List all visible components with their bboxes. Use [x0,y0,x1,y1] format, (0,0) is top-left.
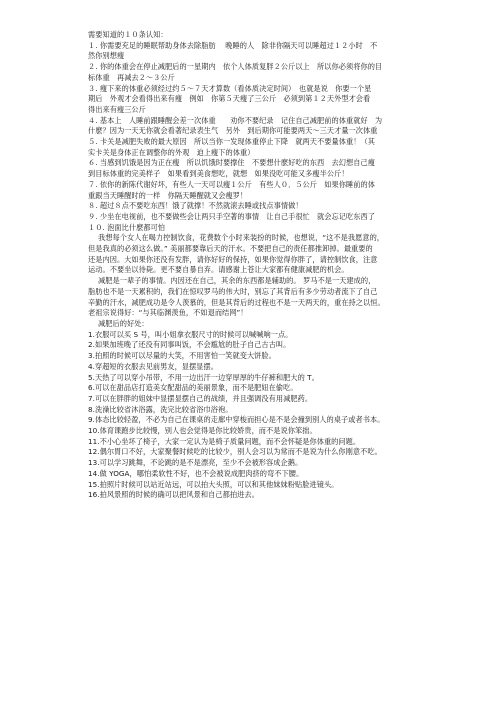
text-line: 到目标体重的完美样子 如果看到美食想吃，就想 如果没吃可能又多瘦半公斤！ [88,169,349,179]
text-line: 13.可以学习跳舞，不论跳的是不是漂亮，至少不会被形容成企鹅。 [88,458,303,468]
text-line: 然你别想瘦 [88,51,125,61]
text-line: ３. 瘦下来的体重必须经过约５～７天才算数（看体质决定时间） 也就是说 你要一个星 [88,83,372,93]
text-line: ７. 依你的新陈代谢好坏，有些人一天可以瘦１公斤 有些人０．５公斤 如果你睡前的体 [88,179,375,189]
text-line: ５. 卡关是减肥失败的最大原因 所以当你一发现体重停止下降 就两天不要量体重！（其 [88,137,375,147]
text-line: 16.拍风景照的时候的确可以把风景和自己都拍进去。 [88,490,259,500]
text-line: 得出来有瘦三公斤 [88,104,146,114]
text-line: ８. 超过８点不要吃东西！饿了就撑！不然就滚去睡或找点事情做！ [88,201,303,211]
text-line: 12.偶尔胃口不好，大家聚餐时候吃的比较少，别人会习以为常而不是说为什么你刚意不吃。 [88,447,382,457]
text-line: 老祖宗说得好：“与其临渊羡鱼，不如退而结网”！ [88,308,248,318]
text-line: 4.穿超短的衣服去见前男友，显摆显摆。 [88,361,218,371]
text-line: ４. 基本上 人睡前跟睡醒会差一次体重 劝你不要纪录 记住自己减肥前的体重就好 为 [88,115,383,125]
text-line: 什麽？因为一天无你就会看著纪录表生气 另外 到后期你可能要两天～三天才量一次体重 [88,126,378,136]
text-line: 3.拍照的时候可以尽量的大笑，不用害怕一笑就变大饼脸。 [88,351,276,361]
text-line: ２. 你的体重会在停止减肥后的一星期内 依个人体质复胖２公斤以上 所以你必须将你的目 [88,62,383,72]
text-line: 5.天热了可以穿小吊带，不用一边出汗一边穿厚厚的牛仔裤和肥大的 T。 [88,372,319,382]
text-line: 运动。不要坐以待毙。更不要自暴自弃。请感谢上苍让大家都有健康减肥的机会。 [88,265,349,275]
text-line: 2.如果加班晚了还没有同事叫饭，不会尴尬的肚子自己古古叫。 [88,340,291,350]
text-line: 7.可以在胖胖的姐妹中显摆显摆自己的战绩，并且强调没有用减肥药。 [88,393,313,403]
text-line: １. 你需要充足的睡眠帮助身体去除脂肪 晚睡的人 除非你隔天可以睡超过１２小时 不 [88,40,378,50]
text-line: 标体重 再减去２～３公斤 [88,72,175,82]
text-line: 减肥后的好处： [98,318,149,328]
text-line: 脂肪也不是一天累积的，我们在惊叹罗马的伟大时，别忘了其背后有多少劳动者流下了自己 [88,286,378,296]
text-line: １０. 泡面比什麽都可怕 [88,222,166,232]
text-line: ６. 当感到饥饿是因为正在瘦 所以饥饿时要撑住 不要想什麽好吃的东西 去幻想自己瘦 [88,158,375,168]
text-line: 实卡关是身体正在调整你的外观 迫上瘦下的体重） [88,147,255,157]
text-line: 1.衣服可以买 S 号，叫小姐拿衣服尺寸的时候可以喊喊响一点。 [88,329,293,339]
text-line: 6.可以在甜品店打造美女配甜品的美丽景象，而不是肥妞在偷吃。 [88,383,298,393]
text-line: 期后 外观才会看得出来有瘦 例如 你第５天瘦了三公斤 必须到第１２天外型才会看 [88,94,371,104]
text-line: 8.洗澡比较省沐浴露，洗完比较省浴巾浴袍。 [88,404,233,414]
text-line: 10.体育课跑步比较慢，别人也会觉得是你比较娇贵，而不是说你笨拙。 [88,426,317,436]
text-line: 我想每个女人在喝力控制饮食，花费数个小时来装扮的时候，也想说，“这不是我愿意的， [98,233,385,243]
text-line: 11.不小心坐坏了椅子，大家一定认为是椅子质量问题，而不会怀疑是你体重的问题。 [88,436,361,446]
text-line: 14.做 YOGA，哪怕柔软性不好，也不会被说成肥肉挤的弯不下腰。 [88,468,304,478]
text-line: 9.体态比较轻盈，不必为自己在课桌的走廊中穿梭而担心是不是会撞到别人的桌子或者书本。 [88,415,385,425]
text-line: ９. 少坐在电视前，也不要做些会让两只手空著的事情 让自己手很忙 就会忘记吃东西了 [88,211,375,221]
text-line: 需要知道的１０条认知： [88,30,168,39]
text-line: 重跟当天睡醒时的一样 你隔天睡醒就又会瘦罗！ [88,190,248,200]
text-line: 辛勤的汗水，减肥成功是令人羡慕的，但是其背后的过程也不是一天两天的，重在持之以恒。 [88,297,385,307]
text-line: 15.拍照片时候可以站近站远，可以拍大头照，可以和其他妹妹粉贴脸进镜头。 [88,479,339,489]
text-line: 还是内因。大如果你还没有发胖，请你好好的保持，如果你觉得你胖了，请控制饮食，注意 [88,254,378,264]
text-line: 减肥是一辈子的事情。内因还在自己，其余的东西都是辅助的。 罗马不是一天建成的， [98,276,376,286]
text-line: 但是我真的必须这么做。” 美丽都要靠后天的汗水。不要把自己的责任都推卸掉。最重要的 [88,244,373,254]
